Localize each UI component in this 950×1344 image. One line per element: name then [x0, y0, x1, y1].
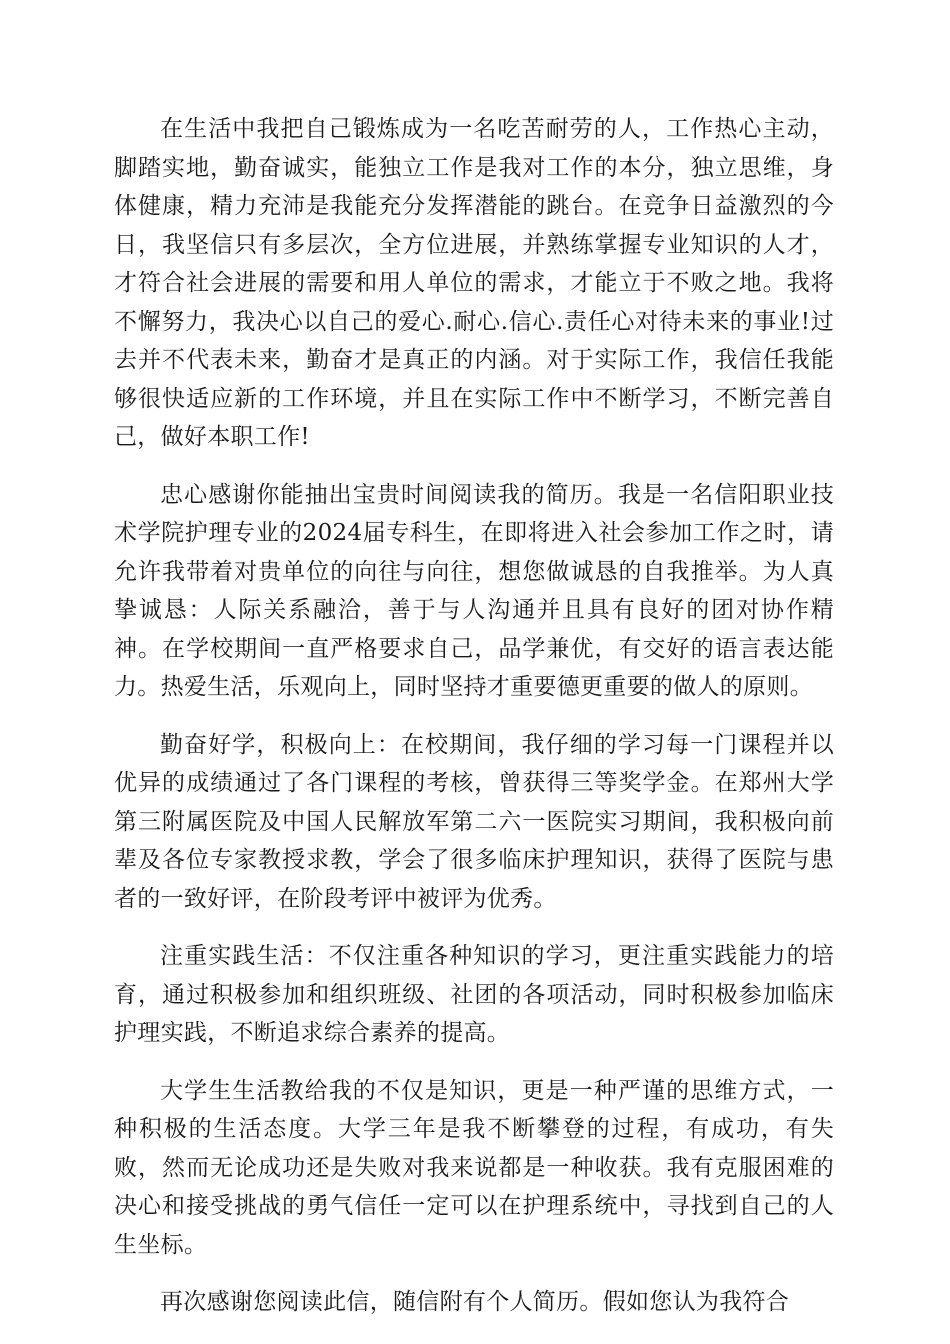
- document-body: [114, 110, 834, 1341]
- paragraph-studies: 勤奋好学，积极向上：在校期间，我仔细的学习每一门课程并以优异的成绩通过了各门课程的考核，曾获得三等奖学金。在郑州大学第三附属医院及中国人民解放军第二六一医院实习期间，我积极向前辈及各位专家教授求教，学会了很多临床护理知识，获得了医院与患者的一致好评，在阶段考评中被评为优秀。: [114, 731, 834, 912]
- paragraph-closing: 再次感谢您阅读此信，随信附有个人简历。假如您认为我符合: [160, 1289, 790, 1315]
- paragraph-university-life: 大学生生活教给我的不仅是知识，更是一种严谨的思维方式，一种积极的生活态度。大学三年是我不断攀登的过程，有成功，有失败，然而无论成功还是失败对我来说都是一种收获。我有克服困难的决心和接受挑战的勇气信任一定可以在护理系统中，寻找到自己的人生坐标。: [114, 1077, 834, 1258]
- paragraph-practice: 注重实践生活：不仅注重各种知识的学习，更注重实践能力的培育，通过积极参加和组织班级、社团的各项活动，同时积极参加临床护理实践，不断追求综合素养的提高。: [114, 943, 834, 1046]
- paragraph-introduction: 忠心感谢你能抽出宝贵时间阅读我的简历。我是一名信阳职业技术学院护理专业的2024届专科生，在即将进入社会参加工作之时，请允许我带着对贵单位的向往与向往，想您做诚恳的自我推举。为人真挚诚恳：人际关系融洽，善于与人沟通并且具有良好的团对协作精神。在学校期间一直严格要求自己，品学兼优，有交好的语言表达能力。热爱生活，乐观向上，同时坚持才重要德更重要的做人的原则。: [114, 481, 834, 700]
- paragraph-self-development: 在生活中我把自己锻炼成为一名吃苦耐劳的人，工作热心主动，脚踏实地，勤奋诚实，能独立工作是我对工作的本分，独立思维，身体健康，精力充沛是我能充分发挥潜能的跳台。在竞争日益激烈的今日，我坚信只有多层次，全方位进展，并熟练掌握专业知识的人才，才符合社会进展的需要和用人单位的需求，才能立于不败之地。我将不懈努力，我决心以自己的爱心.耐心.信心.责任心对待未来的事业!过去并不代表未来，勤奋才是真正的内涵。对于实际工作，我信任我能够很快适应新的工作环境，并且在实际工作中不断学习，不断完善自己，做好本职工作!: [114, 116, 834, 450]
